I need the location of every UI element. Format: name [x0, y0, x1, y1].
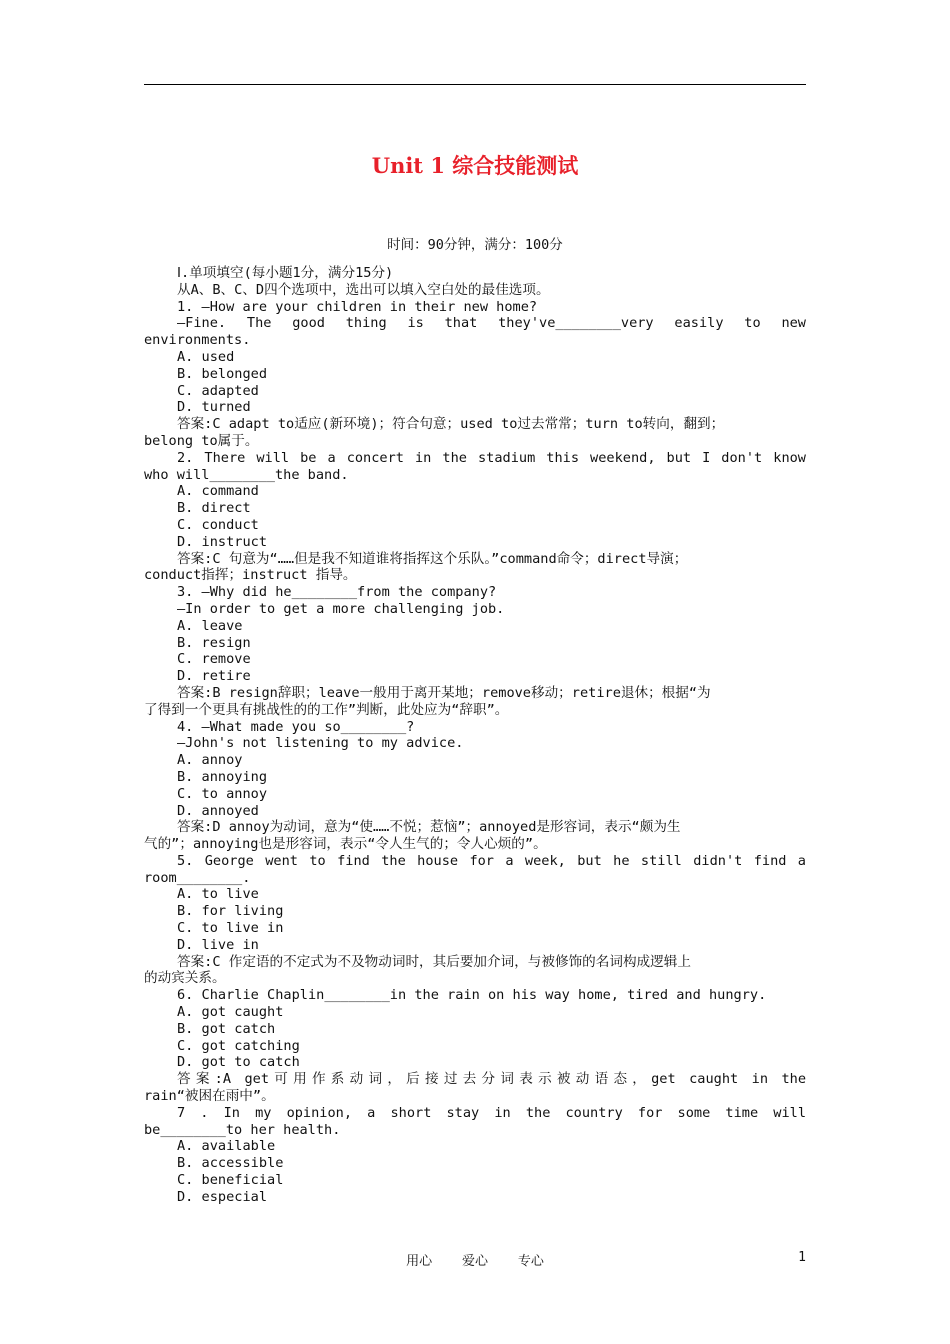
- text-line: 4. —What made you so________?: [177, 718, 415, 735]
- page-number: 1: [798, 1250, 806, 1265]
- text-line: B. direct: [177, 500, 251, 517]
- text-line: A. to live: [177, 886, 259, 903]
- text-line: D. instruct: [177, 533, 268, 550]
- text-line: be________to her health.: [144, 1121, 341, 1138]
- text-line: 答案:C 作定语的不定式为不及物动词时，其后要加介词，与被修饰的名词构成逻辑上: [177, 953, 691, 970]
- text-line: A. leave: [177, 617, 243, 634]
- text-line: A. used: [177, 348, 235, 365]
- text-line: 6. Charlie Chaplin________in the rain on his way home, tired and hungry.: [177, 987, 767, 1004]
- text-line: A. command: [177, 483, 259, 500]
- text-line: C. got catching: [177, 1037, 300, 1054]
- text-line: 的动宾关系。: [144, 970, 226, 987]
- text-line: 答案:A get可用作系动词，后接过去分词表示被动语态，get caught in the: [177, 1071, 806, 1088]
- text-line: C. remove: [177, 651, 251, 668]
- text-line: D. got to catch: [177, 1054, 300, 1071]
- text-line: D. annoyed: [177, 802, 259, 819]
- text-line: 3. —Why did he________from the company?: [177, 584, 497, 601]
- text-line: 答案:B resign辞职；leave一般用于离开某地；remove移动；retire退休；根据“为: [177, 684, 711, 701]
- text-line: environments.: [144, 332, 251, 349]
- text-line: rain“被困在雨中”。: [144, 1088, 275, 1105]
- text-line: D. turned: [177, 399, 251, 416]
- text-line: 5. George went to find the house for a week, but he still didn't find a: [177, 852, 806, 869]
- text-line: —John's not listening to my advice.: [177, 735, 464, 752]
- text-line: belong to属于。: [144, 432, 259, 449]
- text-line: 1. —How are your children in their new home?: [177, 298, 538, 315]
- text-line: 答案:C 句意为“……但是我不知道谁将指挥这个乐队。”command命令；direct导演；: [177, 550, 688, 567]
- text-line: C. conduct: [177, 516, 259, 533]
- text-line: B. belonged: [177, 365, 268, 382]
- text-line: 7 . In my opinion, a short stay in the country for some time will: [177, 1104, 806, 1121]
- page-title: Unit 1 综合技能测试: [371, 153, 579, 178]
- header-rule: [144, 84, 806, 85]
- text-line: A. got caught: [177, 1004, 284, 1021]
- text-line: —In order to get a more challenging job.: [177, 600, 505, 617]
- text-line: D. especial: [177, 1188, 268, 1205]
- text-line: Ⅰ.单项填空(每小题1分，满分15分): [177, 265, 394, 281]
- text-line: room________.: [144, 869, 251, 886]
- text-line: 了得到一个更具有挑战性的的工作”判断，此处应为“辞职”。: [144, 701, 509, 718]
- text-line: B. annoying: [177, 768, 268, 785]
- text-line: B. accessible: [177, 1155, 284, 1172]
- text-line: 2. There will be a concert in the stadium this weekend, but I don't know: [177, 449, 806, 466]
- text-line: 答案:D annoy为动词，意为“使……不悦；惹恼”；annoyed是形容词，表示“颇为生: [177, 819, 681, 836]
- text-line: —Fine. The good thing is that they've________very easily to new: [177, 315, 806, 332]
- text-line: B. for living: [177, 903, 284, 920]
- text-line: C. beneficial: [177, 1172, 284, 1189]
- text-line: 气的”；annoying也是形容词，表示“令人生气的；令人心烦的”。: [144, 836, 547, 853]
- text-line: A. available: [177, 1138, 276, 1155]
- text-line: B. got catch: [177, 1020, 276, 1037]
- text-line: 答案:C adapt to适应(新环境)；符合句意；used to过去常常；turn to转向，翻到；: [177, 416, 725, 433]
- document-body: [144, 265, 806, 1206]
- text-line: who will________the band.: [144, 466, 349, 483]
- text-line: 从A、B、C、D四个选项中，选出可以填入空白处的最佳选项。: [177, 281, 550, 298]
- text-line: conduct指挥；instruct 指导。: [144, 567, 357, 584]
- text-line: C. adapted: [177, 382, 259, 399]
- text-line: A. annoy: [177, 752, 243, 769]
- footer-motto: 用心 爱心 专心: [406, 1254, 544, 1269]
- text-line: B. resign: [177, 634, 251, 651]
- exam-meta: 时间：90分钟，满分：100分: [387, 237, 563, 253]
- text-line: C. to annoy: [177, 785, 268, 802]
- text-line: C. to live in: [177, 920, 284, 937]
- text-line: D. retire: [177, 668, 251, 685]
- text-line: D. live in: [177, 936, 259, 953]
